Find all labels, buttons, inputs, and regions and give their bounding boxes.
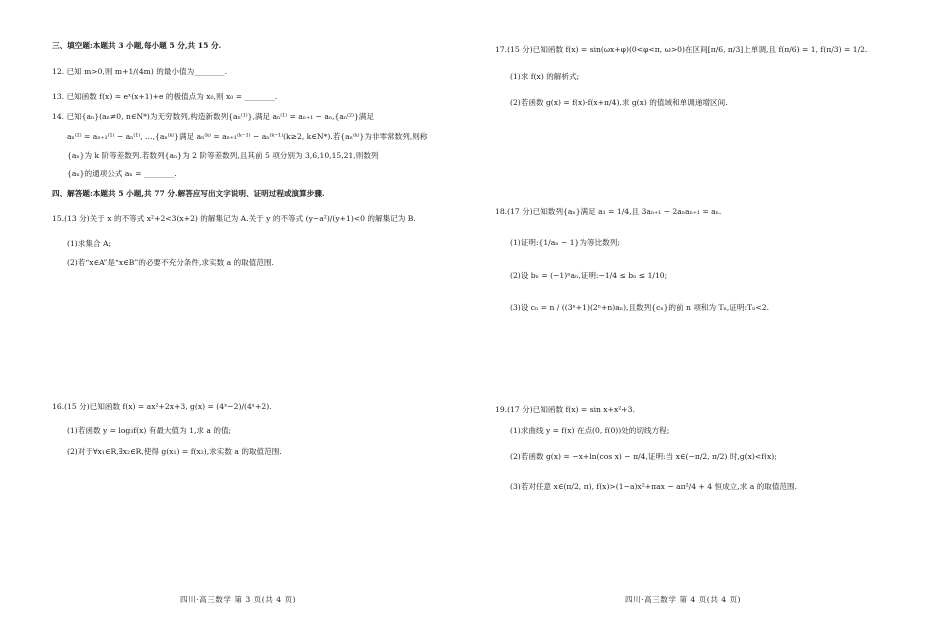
- question-16-part-1: (1)若函数 y = log₃f(x) 有最大值为 1,求 a 的值;: [67, 426, 232, 435]
- question-13: 13. 已知函数 f(x) = eˣ(x+1)+e 的极值点为 x₀,则 x₀ = ________.: [52, 92, 278, 101]
- question-18-stem: 18.(17 分)已知数列{aₙ}满足 a₁ = 1/4,且 3aₙ₊₁ − 2aₙaₙ₊₁ = aₙ.: [495, 207, 722, 216]
- question-19-part-2: (2)若函数 g(x) = −x+ln(cos x) − π/4,证明:当 x∈(−π/2, π/2) 时,g(x)<f(x);: [510, 452, 777, 461]
- exam-page-4: [475, 0, 950, 631]
- question-16-part-2: (2)对于∀x₁∈R,∃x₂∈R,使得 g(x₁) = f(x₂),求实数 a 的取值范围.: [67, 447, 282, 456]
- question-14-line-4: {aₙ}的通项公式 aₙ = ________.: [67, 169, 177, 178]
- question-12: 12. 已知 m>0,则 m+1/(4m) 的最小值为________.: [52, 67, 227, 76]
- question-14-line-1: 14. 已知{aₙ}(aₙ≠0, n∈N*)为无穷数列,构造新数列{aₙ⁽¹⁾},满足 aₙ⁽¹⁾ = aₙ₊₁ − aₙ,{aₙ⁽²⁾}满足: [52, 112, 374, 121]
- question-15-part-2: (2)若“x∈A”是“x∈B”的必要不充分条件,求实数 a 的取值范围.: [67, 258, 274, 267]
- question-18-part-1: (1)证明:{1/aₙ − 1}为等比数列;: [510, 238, 620, 247]
- question-15-part-1: (1)求集合 A;: [67, 239, 111, 248]
- section3-heading: 三、填空题:本题共 3 小题,每小题 5 分,共 15 分.: [52, 41, 222, 50]
- question-19-part-1: (1)求曲线 y = f(x) 在点(0, f(0))处的切线方程;: [510, 426, 670, 435]
- question-16-stem: 16.(15 分)已知函数 f(x) = ax²+2x+3, g(x) = (4ˣ−2)/(4ˣ+2).: [52, 402, 272, 411]
- question-17-stem: 17.(15 分)已知函数 f(x) = sin(ωx+φ)(0<φ<π, ω>0)在区间[π/6, π/3]上单调,且 f(π/6) = 1, f(π/3) = 1/2.: [495, 45, 868, 54]
- question-15-stem: 15.(13 分)关于 x 的不等式 x²+2<3(x+2) 的解集记为 A.关于 y 的不等式 (y−a²)/(y+1)<0 的解集记为 B.: [52, 214, 416, 223]
- question-19-stem: 19.(17 分)已知函数 f(x) = sin x+x²+3.: [495, 405, 635, 414]
- section4-heading: 四、解答题:本题共 5 小题,共 77 分.解答应写出文字说明、证明过程或演算步骤.: [52, 189, 325, 198]
- question-14-line-3: {aₙ}为 k 阶等差数列.若数列{aₙ}为 2 阶等差数列,且其前 5 项分别为 3,6,10,15,21,则数列: [67, 151, 379, 160]
- question-18-part-3: (3)设 cₙ = n / ((3ⁿ+1)(2ⁿ+n)aₙ),且数列{cₙ}的前 n 项和为 Tₙ,证明:Tₙ<2.: [510, 303, 770, 312]
- page-footer-3: 四川·高三数学 第 3 页(共 4 页): [180, 595, 297, 604]
- question-19-part-3: (3)若对任意 x∈(π/2, π), f(x)>(1−a)x²+πax − aπ²/4 + 4 恒成立,求 a 的取值范围.: [510, 482, 798, 491]
- page-footer-4: 四川·高三数学 第 4 页(共 4 页): [625, 595, 742, 604]
- question-17-part-2: (2)若函数 g(x) = f(x)·f(x+π/4),求 g(x) 的值域和单调递增区间.: [510, 98, 728, 107]
- question-14-line-2: aₙ⁽²⁾ = aₙ₊₁⁽¹⁾ − aₙ⁽¹⁾, …,{aₙ⁽ᵏ⁾}满足 aₙ⁽ᵏ⁾ = aₙ₊₁⁽ᵏ⁻¹⁾ − aₙ⁽ᵏ⁻¹⁾(k≥2, k∈N*).若{aₙ⁽ᵏ⁾}为非零常数列,则称: [67, 132, 428, 141]
- question-18-part-2: (2)设 bₙ = (−1)ⁿaₙ,证明:−1/4 ≤ bₙ ≤ 1/10;: [510, 271, 668, 280]
- question-17-part-1: (1)求 f(x) 的解析式;: [510, 72, 580, 81]
